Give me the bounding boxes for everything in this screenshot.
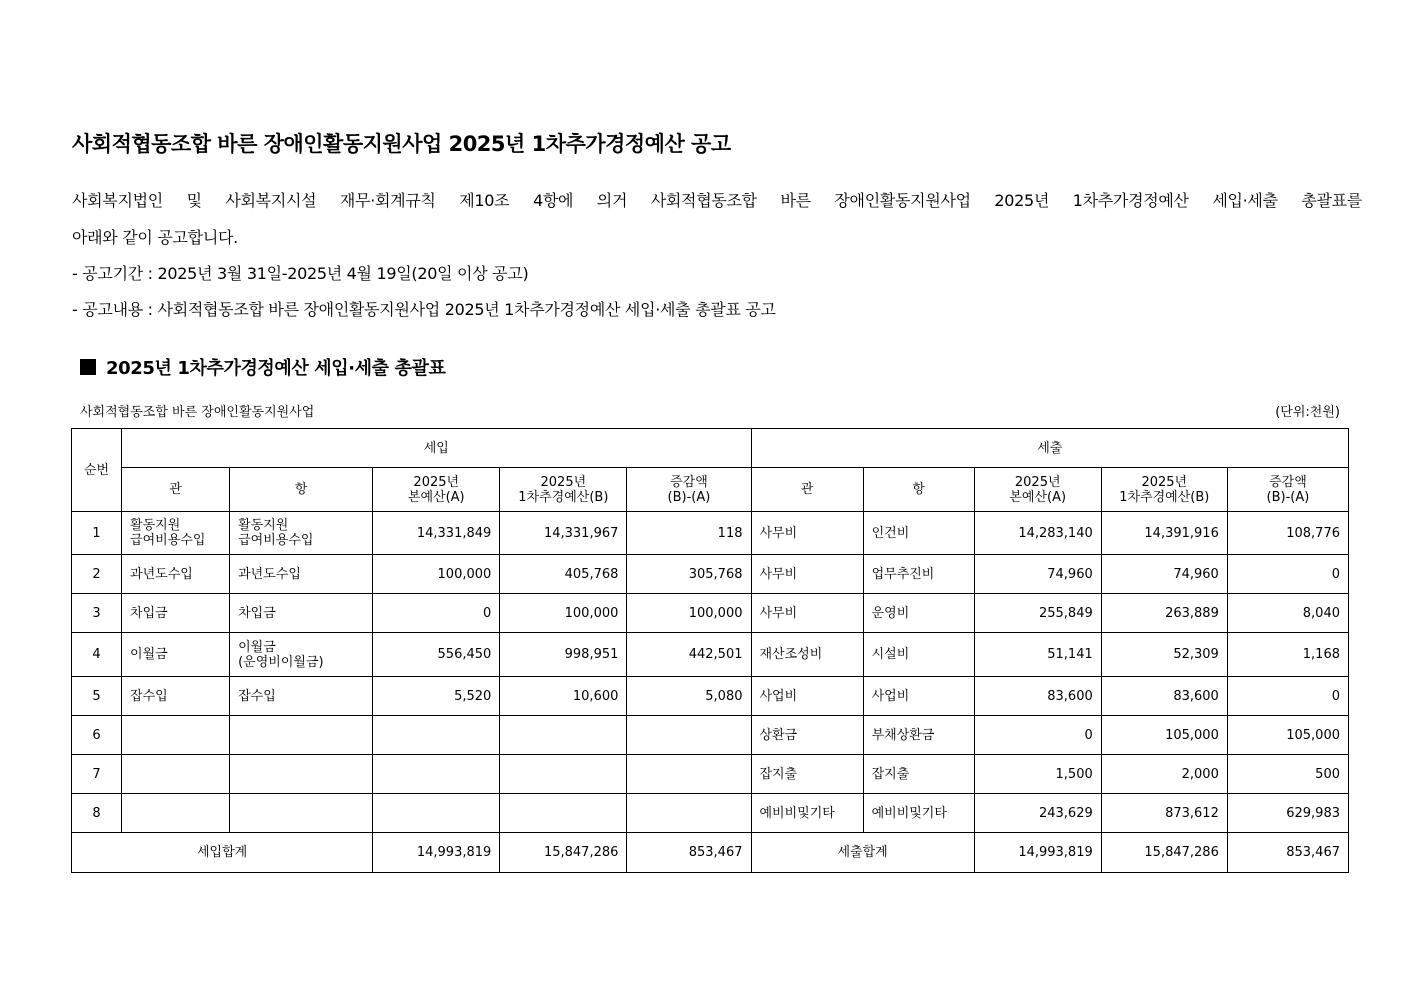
revenue-hang-cell: 활동지원 급여비용수입: [230, 512, 373, 555]
revenue-hang-cell: [230, 755, 373, 794]
header-no: 순번: [72, 429, 122, 512]
expense-hang-cell: 인건비: [863, 512, 974, 555]
expense-supplementary-cell: 2,000: [1101, 755, 1227, 794]
header-revenue: 세입: [122, 429, 751, 468]
revenue-gwan-cell: [122, 716, 230, 755]
revenue-hang-cell: [230, 794, 373, 833]
square-bullet-icon: [80, 359, 96, 375]
unit-label: (단위:천원): [1275, 405, 1340, 420]
revenue-supplementary-cell: 10,600: [500, 677, 627, 716]
header-revenue-supplementary: 2025년 1차추경예산(B): [500, 468, 627, 512]
expense-total-original: 14,993,819: [974, 833, 1101, 873]
table-row: [72, 555, 1349, 594]
expense-original-cell: 243,629: [974, 794, 1101, 833]
header-expense-gwan: 관: [751, 468, 863, 512]
row-number: 1: [72, 512, 122, 555]
revenue-original-cell: 0: [373, 594, 500, 633]
header-expense-supplementary: 2025년 1차추경예산(B): [1101, 468, 1227, 512]
expense-total-label: 세출합계: [751, 833, 974, 873]
header-expense-difference: 증감액 (B)-(A): [1227, 468, 1348, 512]
row-number: 6: [72, 716, 122, 755]
table-row: [72, 794, 1349, 833]
intro-line-1: 사회복지법인 및 사회복지시설 재무·회계규칙 제10조 4항에 의거 사회적협동조합 바른 장애인활동지원사업 2025년 1차추가경정예산 세입·세출 총괄표를: [72, 191, 1362, 210]
header-revenue-gwan: 관: [122, 468, 230, 512]
revenue-original-cell: [373, 755, 500, 794]
row-number: 7: [72, 755, 122, 794]
revenue-gwan-cell: [122, 755, 230, 794]
revenue-supplementary-cell: 998,951: [500, 633, 627, 677]
revenue-supplementary-cell: [500, 794, 627, 833]
revenue-gwan-cell: 차입금: [122, 594, 230, 633]
row-number: 5: [72, 677, 122, 716]
expense-hang-cell: 업무추진비: [863, 555, 974, 594]
revenue-supplementary-cell: [500, 755, 627, 794]
revenue-original-cell: [373, 716, 500, 755]
expense-gwan-cell: 재산조성비: [751, 633, 863, 677]
header-revenue-original: 2025년 본예산(A): [373, 468, 500, 512]
revenue-total-label: 세입합계: [72, 833, 373, 873]
table-row: [72, 716, 1349, 755]
revenue-gwan-cell: 잡수입: [122, 677, 230, 716]
header-expense: 세출: [751, 429, 1349, 468]
expense-original-cell: 255,849: [974, 594, 1101, 633]
expense-gwan-cell: 사무비: [751, 512, 863, 555]
header-row-2: [72, 468, 1349, 512]
expense-gwan-cell: 사무비: [751, 555, 863, 594]
table-row: [72, 594, 1349, 633]
revenue-difference-cell: 442,501: [627, 633, 751, 677]
expense-difference-cell: 1,168: [1227, 633, 1348, 677]
expense-hang-cell: 운영비: [863, 594, 974, 633]
expense-supplementary-cell: 52,309: [1101, 633, 1227, 677]
revenue-difference-cell: 100,000: [627, 594, 751, 633]
revenue-original-cell: 14,331,849: [373, 512, 500, 555]
revenue-supplementary-cell: [500, 716, 627, 755]
expense-difference-cell: 8,040: [1227, 594, 1348, 633]
revenue-original-cell: 5,520: [373, 677, 500, 716]
header-row-1: [72, 429, 1349, 468]
expense-original-cell: 74,960: [974, 555, 1101, 594]
revenue-total-supplementary: 15,847,286: [500, 833, 627, 873]
budget-summary-table: [71, 428, 1349, 873]
expense-supplementary-cell: 74,960: [1101, 555, 1227, 594]
expense-difference-cell: 0: [1227, 677, 1348, 716]
revenue-total-original: 14,993,819: [373, 833, 500, 873]
revenue-hang-cell: 차입금: [230, 594, 373, 633]
expense-supplementary-cell: 105,000: [1101, 716, 1227, 755]
page-title: 사회적협동조합 바른 장애인활동지원사업 2025년 1차추가경정예산 공고: [72, 132, 731, 156]
revenue-difference-cell: 118: [627, 512, 751, 555]
expense-hang-cell: 사업비: [863, 677, 974, 716]
revenue-hang-cell: 과년도수입: [230, 555, 373, 594]
expense-original-cell: 14,283,140: [974, 512, 1101, 555]
revenue-difference-cell: 305,768: [627, 555, 751, 594]
expense-gwan-cell: 사업비: [751, 677, 863, 716]
expense-original-cell: 1,500: [974, 755, 1101, 794]
expense-difference-cell: 105,000: [1227, 716, 1348, 755]
expense-difference-cell: 500: [1227, 755, 1348, 794]
expense-hang-cell: 잡지출: [863, 755, 974, 794]
expense-total-supplementary: 15,847,286: [1101, 833, 1227, 873]
expense-supplementary-cell: 14,391,916: [1101, 512, 1227, 555]
expense-gwan-cell: 예비비및기타: [751, 794, 863, 833]
revenue-gwan-cell: [122, 794, 230, 833]
revenue-hang-cell: [230, 716, 373, 755]
expense-gwan-cell: 사무비: [751, 594, 863, 633]
expense-original-cell: 83,600: [974, 677, 1101, 716]
totals-row: [72, 833, 1349, 873]
notice-content: - 공고내용 : 사회적협동조합 바른 장애인활동지원사업 2025년 1차추가경정예산 세입·세출 총괄표 공고: [72, 300, 776, 319]
organization-name: 사회적협동조합 바른 장애인활동지원사업: [80, 405, 315, 420]
expense-difference-cell: 0: [1227, 555, 1348, 594]
section-title: 2025년 1차추가경정예산 세입·세출 총괄표: [106, 358, 446, 379]
revenue-gwan-cell: 활동지원 급여비용수입: [122, 512, 230, 555]
revenue-hang-cell: 이월금 (운영비이월금): [230, 633, 373, 677]
row-number: 3: [72, 594, 122, 633]
expense-gwan-cell: 상환금: [751, 716, 863, 755]
table-row: [72, 755, 1349, 794]
expense-gwan-cell: 잡지출: [751, 755, 863, 794]
revenue-supplementary-cell: 14,331,967: [500, 512, 627, 555]
expense-difference-cell: 108,776: [1227, 512, 1348, 555]
revenue-original-cell: 556,450: [373, 633, 500, 677]
revenue-original-cell: 100,000: [373, 555, 500, 594]
table-row: [72, 677, 1349, 716]
table-row: [72, 512, 1349, 555]
revenue-difference-cell: [627, 716, 751, 755]
table-row: [72, 633, 1349, 677]
header-expense-original: 2025년 본예산(A): [974, 468, 1101, 512]
expense-supplementary-cell: 83,600: [1101, 677, 1227, 716]
revenue-original-cell: [373, 794, 500, 833]
expense-hang-cell: 시설비: [863, 633, 974, 677]
expense-supplementary-cell: 263,889: [1101, 594, 1227, 633]
header-expense-hang: 항: [863, 468, 974, 512]
expense-original-cell: 0: [974, 716, 1101, 755]
header-revenue-difference: 증감액 (B)-(A): [627, 468, 751, 512]
revenue-supplementary-cell: 405,768: [500, 555, 627, 594]
notice-period: - 공고기간 : 2025년 3월 31일-2025년 4월 19일(20일 이상 공고): [72, 264, 529, 283]
expense-hang-cell: 부채상환금: [863, 716, 974, 755]
revenue-difference-cell: [627, 794, 751, 833]
revenue-hang-cell: 잡수입: [230, 677, 373, 716]
intro-line-2: 아래와 같이 공고합니다.: [72, 228, 238, 247]
row-number: 2: [72, 555, 122, 594]
expense-supplementary-cell: 873,612: [1101, 794, 1227, 833]
expense-total-difference: 853,467: [1227, 833, 1348, 873]
expense-hang-cell: 예비비및기타: [863, 794, 974, 833]
section-heading: [80, 354, 445, 380]
revenue-supplementary-cell: 100,000: [500, 594, 627, 633]
expense-difference-cell: 629,983: [1227, 794, 1348, 833]
revenue-gwan-cell: 이월금: [122, 633, 230, 677]
revenue-total-difference: 853,467: [627, 833, 751, 873]
revenue-difference-cell: 5,080: [627, 677, 751, 716]
revenue-difference-cell: [627, 755, 751, 794]
row-number: 8: [72, 794, 122, 833]
expense-original-cell: 51,141: [974, 633, 1101, 677]
revenue-gwan-cell: 과년도수입: [122, 555, 230, 594]
row-number: 4: [72, 633, 122, 677]
header-revenue-hang: 항: [230, 468, 373, 512]
